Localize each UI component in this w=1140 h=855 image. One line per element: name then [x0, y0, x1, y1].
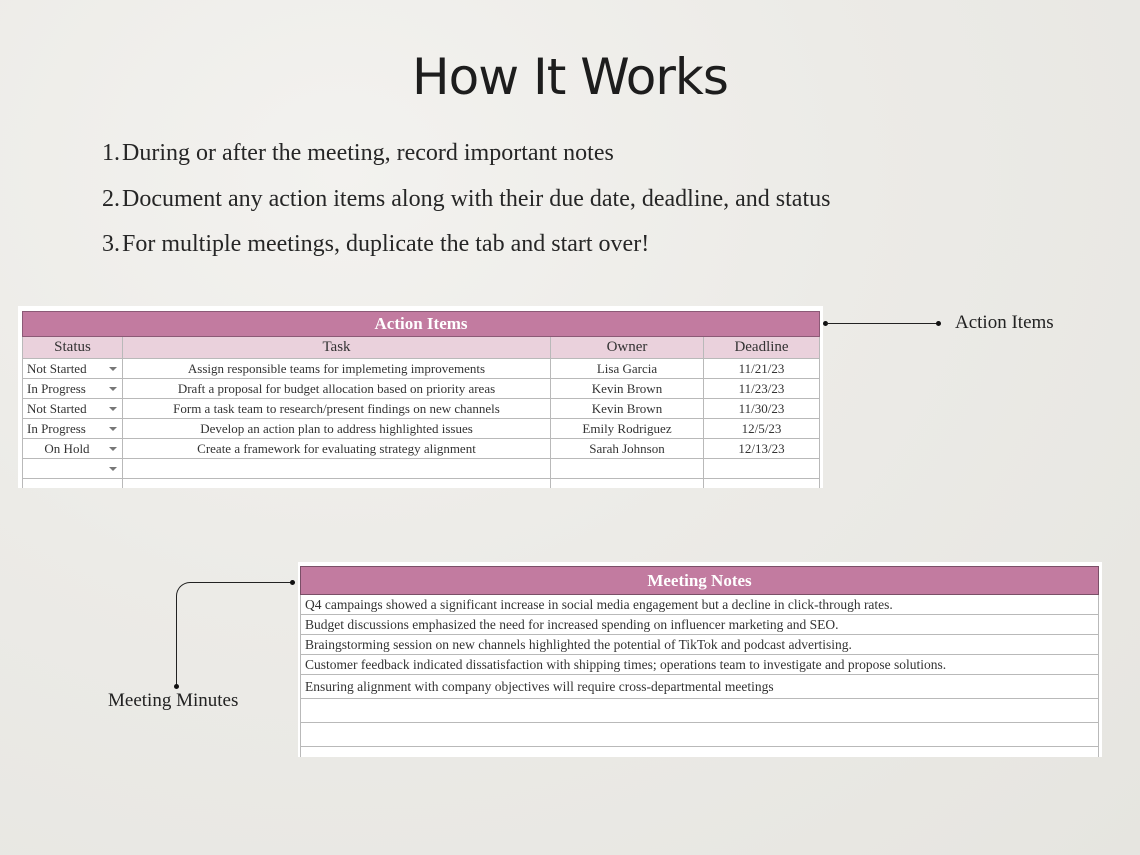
owner-cell[interactable] [551, 459, 704, 479]
page-title: How It Works [412, 48, 728, 106]
status-value: In Progress [27, 380, 86, 396]
note-cell[interactable]: Customer feedback indicated dissatisfaction with shipping times; operations team to investigate and propose solutions. [301, 655, 1099, 675]
step-number: 2. [102, 185, 120, 212]
chevron-down-icon[interactable] [109, 387, 117, 391]
status-dropdown[interactable] [23, 399, 123, 419]
action-items-sheet [18, 306, 823, 488]
step-text: Document any action items along with their due date, deadline, and status [122, 185, 831, 212]
connector-dot [936, 321, 941, 326]
task-cell[interactable]: Assign responsible teams for implemeting improvements [123, 359, 551, 379]
table-row [301, 635, 1099, 655]
column-header-task: Task [123, 337, 551, 359]
note-cell[interactable]: Ensuring alignment with company objectives will require cross-departmental meetings [301, 675, 1099, 699]
instruction-steps [96, 134, 830, 271]
chevron-down-icon[interactable] [109, 427, 117, 431]
owner-cell[interactable]: Kevin Brown [551, 379, 704, 399]
deadline-cell[interactable]: 12/5/23 [704, 419, 820, 439]
connector-dot [290, 580, 295, 585]
table-row-empty [301, 747, 1099, 758]
table-row-empty [23, 479, 820, 489]
action-items-title: Action Items [23, 312, 820, 337]
action-items-connector [826, 323, 939, 324]
table-row [23, 419, 820, 439]
table-row [23, 439, 820, 459]
status-dropdown[interactable] [23, 459, 123, 479]
task-cell[interactable]: Form a task team to research/present findings on new channels [123, 399, 551, 419]
table-row-empty [301, 723, 1099, 747]
owner-cell[interactable]: Emily Rodriguez [551, 419, 704, 439]
status-cell[interactable] [23, 479, 123, 489]
table-row-empty [23, 459, 820, 479]
chevron-down-icon[interactable] [109, 467, 117, 471]
step-text: During or after the meeting, record important notes [122, 140, 614, 166]
owner-cell[interactable]: Kevin Brown [551, 399, 704, 419]
task-cell[interactable]: Develop an action plan to address highlighted issues [123, 419, 551, 439]
task-cell[interactable] [123, 459, 551, 479]
table-row [23, 359, 820, 379]
connector-dot [174, 684, 179, 689]
column-header-owner: Owner [551, 337, 704, 359]
status-dropdown[interactable] [23, 379, 123, 399]
deadline-cell[interactable]: 11/21/23 [704, 359, 820, 379]
deadline-cell[interactable]: 12/13/23 [704, 439, 820, 459]
step-text: For multiple meetings, duplicate the tab and start over! [122, 231, 650, 257]
table-row [23, 399, 820, 419]
meeting-notes-sheet [298, 562, 1102, 757]
table-row [301, 675, 1099, 699]
status-value: In Progress [27, 420, 86, 436]
table-row [301, 595, 1099, 615]
deadline-cell[interactable]: 11/30/23 [704, 399, 820, 419]
note-cell[interactable]: Braingstorming session on new channels highlighted the potential of TikTok and podcast advertising. [301, 635, 1099, 655]
note-cell[interactable] [301, 699, 1099, 723]
meeting-minutes-connector [176, 582, 295, 687]
owner-cell[interactable]: Sarah Johnson [551, 439, 704, 459]
step-item [96, 225, 830, 271]
meeting-notes-table [300, 566, 1099, 757]
step-number: 1. [102, 140, 120, 166]
chevron-down-icon[interactable] [109, 407, 117, 411]
table-row-empty [301, 699, 1099, 723]
status-dropdown[interactable] [23, 359, 123, 379]
chevron-down-icon[interactable] [109, 367, 117, 371]
meeting-minutes-label: Meeting Minutes [108, 690, 239, 711]
deadline-cell[interactable] [704, 459, 820, 479]
step-item [96, 134, 830, 180]
action-items-label: Action Items [955, 312, 1054, 333]
status-dropdown[interactable] [23, 439, 123, 459]
status-value: On Hold [44, 440, 90, 456]
status-dropdown[interactable] [23, 419, 123, 439]
owner-cell[interactable]: Lisa Garcia [551, 359, 704, 379]
column-header-deadline: Deadline [704, 337, 820, 359]
step-number: 3. [102, 231, 120, 257]
note-cell[interactable] [301, 723, 1099, 747]
deadline-cell[interactable]: 11/23/23 [704, 379, 820, 399]
note-cell[interactable]: Budget discussions emphasized the need for increased spending on influencer marketing and SEO. [301, 615, 1099, 635]
table-row [23, 379, 820, 399]
chevron-down-icon[interactable] [109, 447, 117, 451]
deadline-cell[interactable] [704, 479, 820, 489]
status-value: Not Started [27, 360, 87, 376]
column-header-status: Status [23, 337, 123, 359]
table-row [301, 655, 1099, 675]
task-cell[interactable] [123, 479, 551, 489]
note-cell[interactable] [301, 747, 1099, 758]
owner-cell[interactable] [551, 479, 704, 489]
task-cell[interactable]: Create a framework for evaluating strategy alignment [123, 439, 551, 459]
meeting-notes-title: Meeting Notes [301, 567, 1099, 595]
action-items-table [22, 311, 820, 488]
table-row [301, 615, 1099, 635]
note-cell[interactable]: Q4 campaings showed a significant increase in social media engagement but a decline in click-through rates. [301, 595, 1099, 615]
step-item [96, 180, 830, 226]
task-cell[interactable]: Draft a proposal for budget allocation based on priority areas [123, 379, 551, 399]
status-value: Not Started [27, 400, 87, 416]
